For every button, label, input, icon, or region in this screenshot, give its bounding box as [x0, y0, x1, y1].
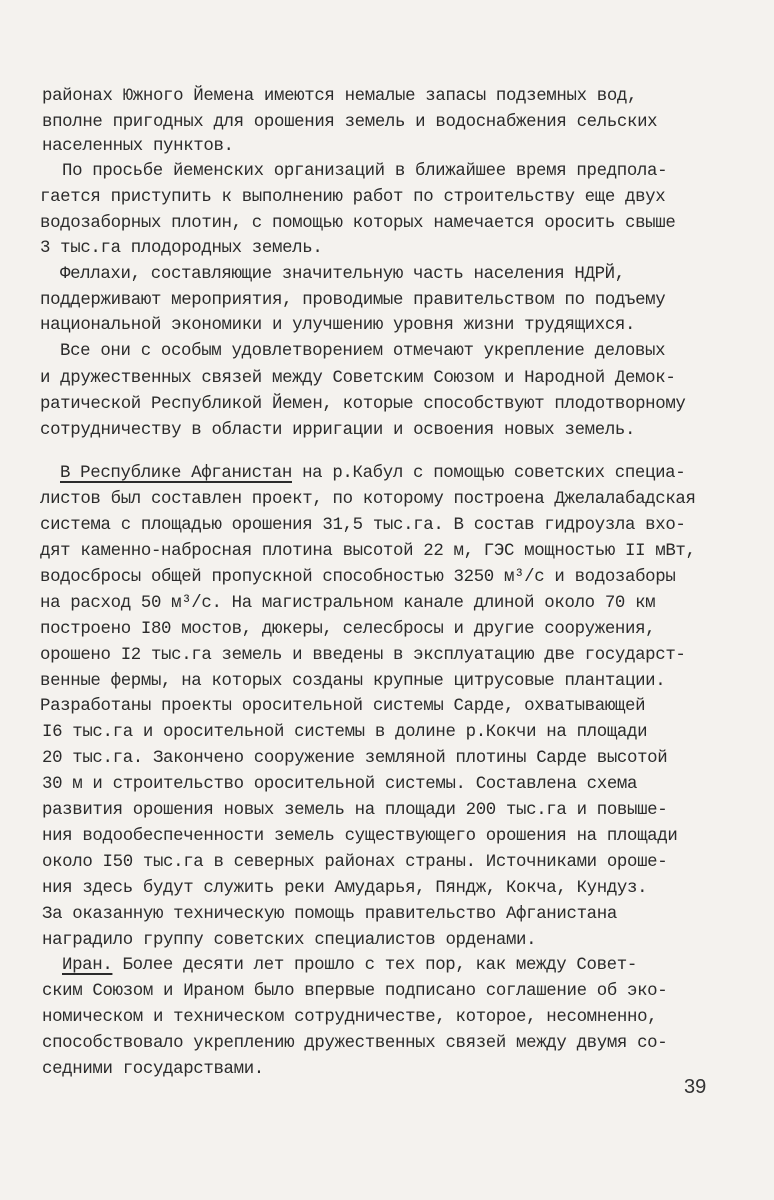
- text-line: способствовало укреплению дружественных связей между двумя со-: [42, 1034, 668, 1053]
- text-line: листов был составлен проект, по которому построена Джелалабадская: [40, 490, 696, 509]
- section-heading-iran: Иран.: [62, 956, 113, 975]
- text-line: Разработаны проекты оросительной системы Сарде, охватывающей: [40, 697, 646, 716]
- text-line: построено I80 мостов, дюкеры, селесбросы и другие сооружения,: [40, 620, 656, 639]
- text-line: около I50 тыс.га в северных районах страны. Источниками ороше-: [42, 853, 668, 872]
- text-line: I6 тыс.га и оросительной системы в долине р.Кокчи на площади: [42, 723, 648, 742]
- text-line: ратической Республикой Йемен, которые способствуют плодотворному: [40, 395, 686, 414]
- text-line: За оказанную техническую помощь правительство Афганистана: [42, 905, 617, 924]
- text-line: 30 м и строительство оросительной системы. Составлена схема: [42, 775, 638, 794]
- section-heading-afghanistan: В Республике Афганистан: [60, 464, 292, 483]
- text-line: Все они с особым удовлетворением отмечают укрепление деловых: [60, 342, 666, 361]
- page-number: 39: [684, 1076, 707, 1098]
- text-line: сотрудничеству в области ирригации и освоения новых земель.: [40, 421, 636, 440]
- text-line: и дружественных связей между Советским Союзом и Народной Демок-: [40, 369, 676, 388]
- text-line: развития орошения новых земель на площади 200 тыс.га и повыше-: [42, 801, 668, 820]
- text-line: на расход 50 м³/с. На магистральном канале длиной около 70 км: [40, 594, 656, 613]
- text-line: Феллахи, составляющие значительную часть населения НДРЙ,: [60, 265, 625, 284]
- text-line: система с площадью орошения 31,5 тыс.га. В состав гидроузла вхо-: [40, 516, 686, 535]
- text-line: По просьбе йеменских организаций в ближайшее время предпола-: [62, 162, 668, 181]
- text-line: дят каменно-набросная плотина высотой 22 м, ГЭС мощностью II мВт,: [40, 542, 696, 561]
- text-line: гается приступить к выполнению работ по строительству еще двух: [40, 188, 666, 207]
- text-line: районах Южного Йемена имеются немалые запасы подземных вод,: [42, 87, 638, 106]
- text-line: ским Союзом и Ираном было впервые подписано соглашение об эко-: [42, 982, 668, 1001]
- text-line: национальной экономики и улучшению уровня жизни трудящихся.: [40, 316, 636, 335]
- text-line: поддерживают мероприятия, проводимые правительством по подъему: [40, 291, 666, 310]
- text-line: В Республике Афганистан на р.Кабул с помощью советских специа-: [60, 464, 686, 483]
- text-line: седними государствами.: [42, 1060, 264, 1079]
- text-line: номическом и техническом сотрудничестве, которое, несомненно,: [42, 1008, 658, 1027]
- text-line: Иран. Более десяти лет прошло с тех пор, как между Совет-: [62, 956, 637, 975]
- text-line: наградило группу советских специалистов орденами.: [42, 931, 537, 950]
- text-line: ния водообеспеченности земель существующего орошения на площади: [42, 827, 678, 846]
- text-line: орошено I2 тыс.га земель и введены в эксплуатацию две государст-: [40, 646, 686, 665]
- text-line: ния здесь будут служить реки Амударья, Пяндж, Кокча, Кундуз.: [42, 879, 648, 898]
- text-line: 3 тыс.га плодородных земель.: [40, 239, 323, 258]
- text-line: водосбросы общей пропускной способностью 3250 м³/с и водозаборы: [40, 568, 676, 587]
- text-line: водозаборных плотин, с помощью которых намечается оросить свыше: [40, 214, 676, 233]
- text-line: венные фермы, на которых созданы крупные цитрусовые плантации.: [40, 672, 666, 691]
- text-line: населенных пунктов.: [42, 137, 234, 156]
- text-line: 20 тыс.га. Закончено сооружение земляной плотины Сарде высотой: [42, 749, 668, 768]
- text-line: вполне пригодных для орошения земель и водоснабжения сельских: [42, 113, 658, 132]
